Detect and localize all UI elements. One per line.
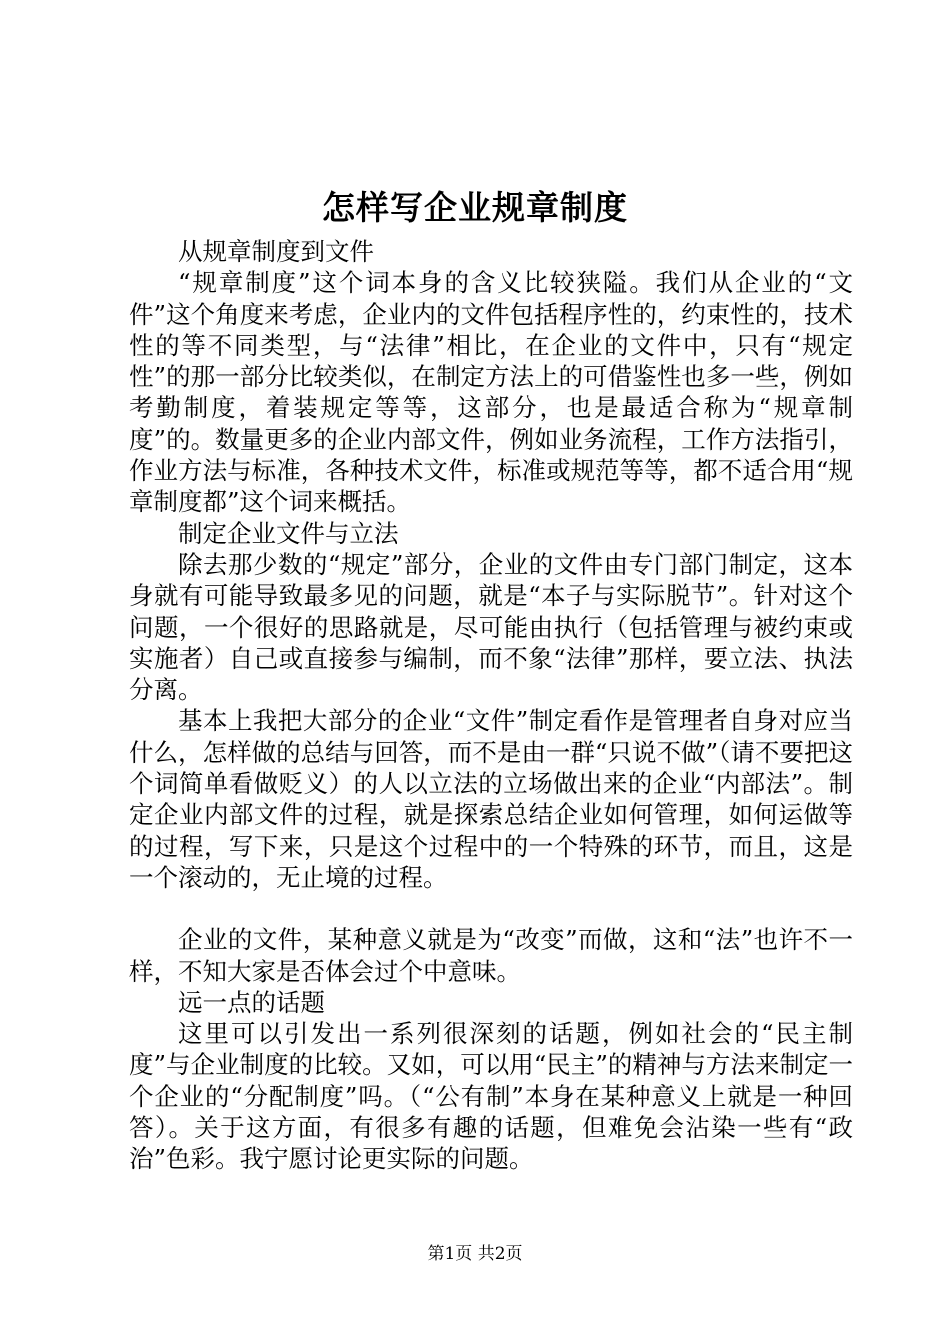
paragraph: 基本上我把大部分的企业“文件”制定看作是管理者自身对应当什么，怎样做的总结与回答，而不是由一群“只说不做”（请不要把这个词简单看做贬义）的人以立法的立场做出来的企业“内部法”。制定企业内部文件的过程，就是探索总结企业如何管理，如何运做等的过程，写下来，只是这个过程中的一个特殊的环节，而且，这是一个滚动的，无止境的过程。 [129,706,853,892]
section-heading: 远一点的话题 [178,987,325,1017]
paragraph-spacer [129,893,853,924]
paragraph: 企业的文件，某种意义就是为“改变”而做，这和“法”也许不一样，不知大家是否体会过个中意味。 [129,925,853,986]
page-footer: 第1页 共2页 [427,1244,523,1264]
section-heading: 制定企业文件与立法 [178,518,399,548]
document-title: 怎样写企业规章制度 [322,188,628,227]
document-body [129,236,853,1175]
paragraph: “规章制度”这个词本身的含义比较狭隘。我们从企业的“文件”这个角度来考虑，企业内的文件包括程序性的，约束性的，技术性的等不同类型，与“法律”相比，在企业的文件中，只有“规定性”的那一部分比较类似，在制定方法上的可借鉴性也多一些，例如考勤制度，着装规定等等，这部分，也是最适合称为“规章制度”的。数量更多的企业内部文件，例如业务流程，工作方法指引，作业方法与标准，各种技术文件，标准或规范等等，都不适合用“规章制度都”这个词来概括。 [129,268,853,517]
paragraph: 除去那少数的“规定”部分，企业的文件由专门部门制定，这本身就有可能导致最多见的问题，就是“本子与实际脱节”。针对这个问题，一个很好的思路就是，尽可能由执行（包括管理与被约束或实施者）自己或直接参与编制，而不象“法律”那样，要立法、执法分离。 [129,549,853,705]
section-heading: 从规章制度到文件 [178,237,374,266]
paragraph: 这里可以引发出一系列很深刻的话题，例如社会的“民主制度”与企业制度的比较。又如，可以用“民主”的精神与方法来制定一个企业的“分配制度”吗。（“公有制”本身在某种意义上就是一种回答）。关于这方面，有很多有趣的话题，但难免会沾染一些有“政治”色彩。我宁愿讨论更实际的问题。 [129,1019,853,1174]
